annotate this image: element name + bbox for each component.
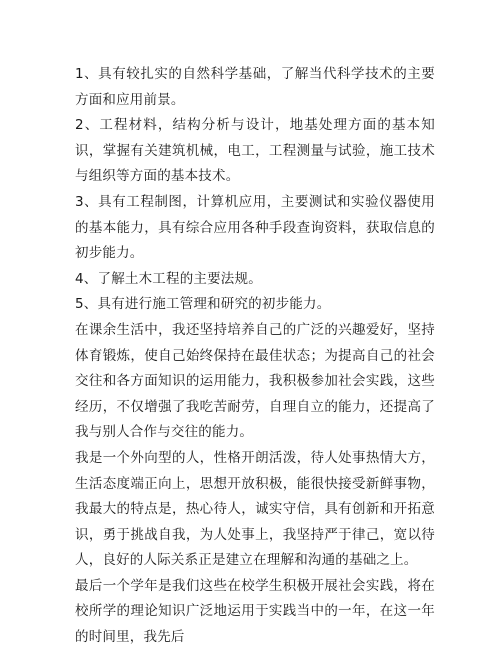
paragraph-item-2: 2、工程材料，结构分析与设计，地基处理方面的基本知识，掌握有关建筑机械，电工，工程测量与试验，施工技术与组织等方面的基本技术。 (75, 117, 435, 185)
paragraph-extracurricular: 在课余生活中，我还坚持培养自己的广泛的兴趣爱好，坚持体育锻炼，使自己始终保持在最佳状态；为提高自己的社会交往和各方面知识的运用能力，我积极参加社会实践，这些经历，不仅增强了我吃苦耐劳，自理自立的能力，还提高了我与别人合作与交往的能力。 (75, 321, 435, 441)
paragraph-item-3: 3、具有工程制图，计算机应用，主要测试和实验仪器使用的基本能力，具有综合应用各种手段查询资料，获取信息的初步能力。 (75, 193, 435, 262)
paragraph-final-year: 最后一个学年是我们这些在校学生积极开展社会实践，将在校所学的理论知识广泛地运用于实践当中的一年，在这一年的时间里，我先后 (75, 577, 435, 646)
paragraph-item-5: 5、具有进行施工管理和研究的初步能力。 (75, 296, 331, 313)
paragraph-personality: 我是一个外向型的人，性格开朗活泼，待人处事热情大方，生活态度端正向上，思想开放积极，能很快接受新鲜事物，我最大的特点是，热心待人，诚实守信，具有创新和开拓意识，勇于挑战自我，为人处事上，我坚持严于律己，宽以待人，良好的人际关系正是建立在理解和沟通的基础之上。 (75, 449, 435, 569)
document-body (75, 62, 435, 651)
paragraph-item-4: 4、了解土木工程的主要法规。 (75, 270, 262, 287)
paragraph-item-1: 1、具有较扎实的自然科学基础，了解当代科学技术的主要方面和应用前景。 (75, 66, 435, 108)
